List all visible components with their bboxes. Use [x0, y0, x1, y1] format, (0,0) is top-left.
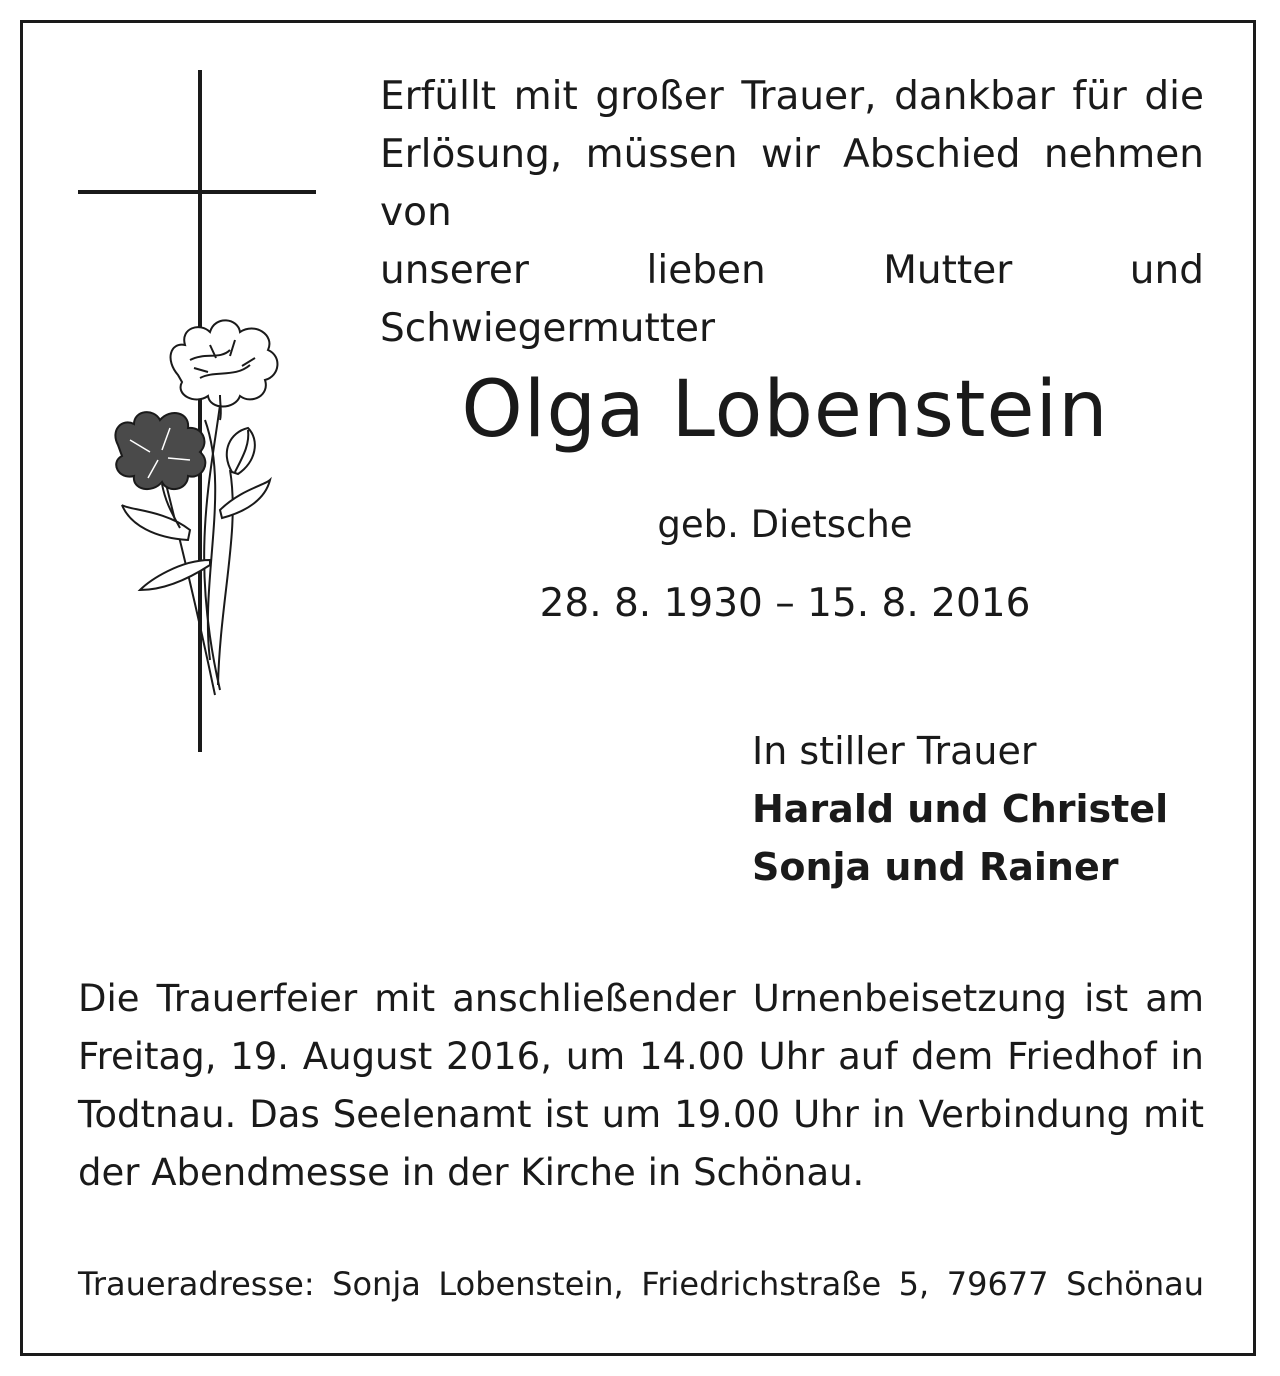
intro-line: Erlösung, müssen wir Abschied nehmen von — [380, 132, 1204, 235]
intro-line: Erfüllt mit großer Trauer, dankbar für die — [380, 74, 1204, 119]
birth-name: geb. Dietsche — [657, 503, 913, 546]
cross-with-flowers — [70, 60, 330, 760]
mourners-lead: In stiller Trauer — [752, 729, 1037, 773]
carnation-flowers-icon — [115, 320, 277, 695]
mourners-block — [752, 722, 1212, 896]
cross-icon — [78, 70, 316, 752]
intro-line: unserer lieben Mutter und Schwiegermutter — [380, 248, 1204, 351]
mourning-address: Traueradresse: Sonja Lobenstein, Friedrichstraße 5, 79677 Schönau — [78, 1265, 1204, 1303]
mourner-name: Sonja und Rainer — [752, 845, 1119, 889]
ceremony-text: Die Trauerfeier mit anschließender Urnenbeisetzung ist am Freitag, 19. August 2016, um 14.00 Uhr auf dem Friedhof in Todtnau. Das Seelenamt ist um 19.00 Uhr in Verbindung mit der Abendmesse in der Kirche in Schönau. — [78, 977, 1204, 1194]
mourner-name: Harald und Christel — [752, 787, 1169, 831]
deceased-name: Olga Lobenstein — [461, 365, 1109, 455]
intro-text — [380, 68, 1204, 358]
life-dates: 28. 8. 1930 – 15. 8. 2016 — [539, 581, 1031, 626]
